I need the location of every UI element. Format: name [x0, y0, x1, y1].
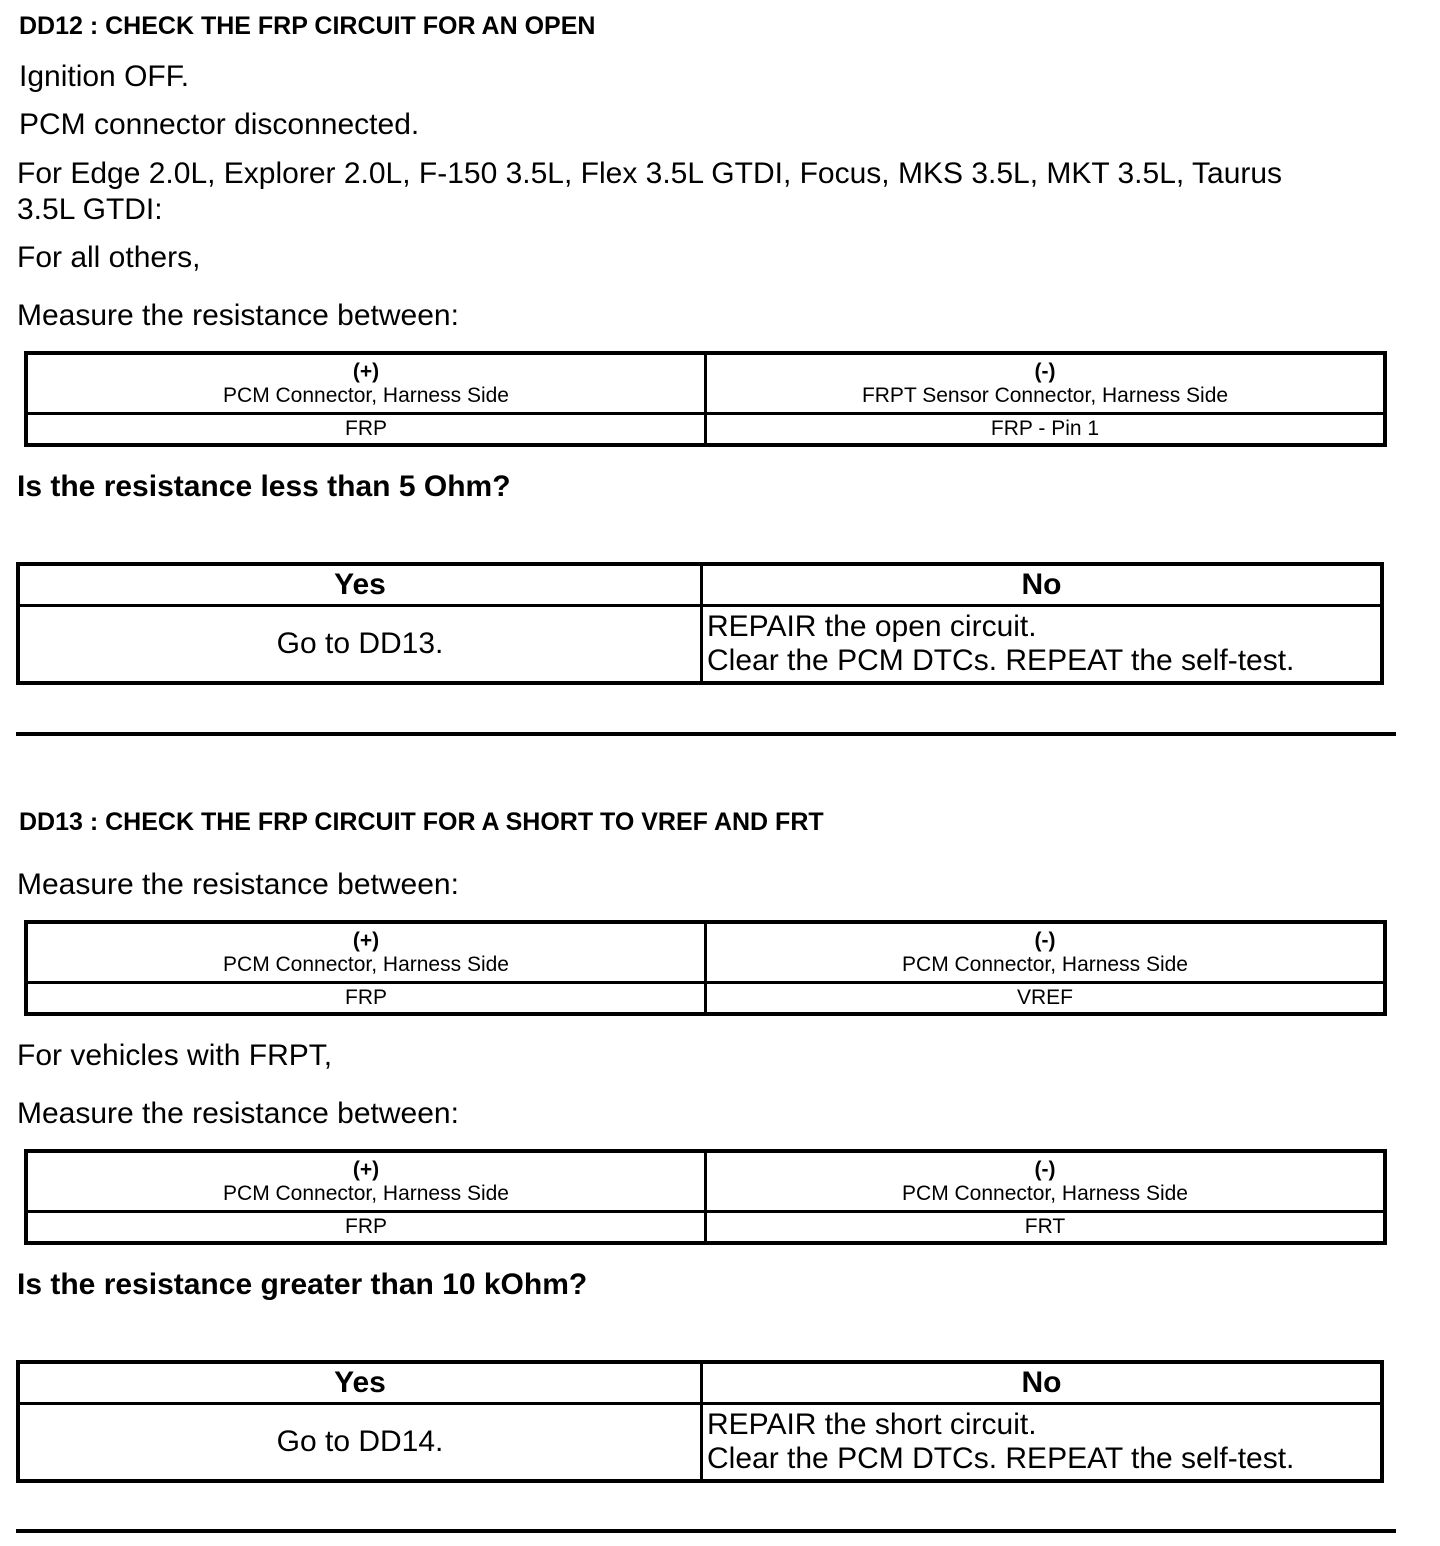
no-action	[702, 1404, 1383, 1482]
plus-polarity: (+)	[352, 1157, 380, 1181]
question-dd13: Is the resistance greater than 10 kOhm?	[17, 1268, 588, 1301]
no-action-line-2: Clear the PCM DTCs. REPEAT the self-test.	[707, 644, 1295, 677]
minus-pin-value: FRT	[706, 1212, 1386, 1244]
measurement-table-dd13-vref	[24, 920, 1387, 1016]
question-dd12: Is the resistance less than 5 Ohm?	[17, 470, 511, 503]
step-measure-instruction: Measure the resistance between:	[17, 868, 459, 901]
result-table-dd12	[16, 562, 1384, 685]
plus-connector-name: PCM Connector, Harness Side	[223, 1181, 509, 1205]
measurement-table-dd13-frt	[24, 1149, 1387, 1245]
minus-probe-header	[706, 922, 1386, 983]
step-all-others: For all others,	[17, 241, 201, 274]
minus-polarity: (-)	[1034, 928, 1056, 952]
minus-connector-name: FRPT Sensor Connector, Harness Side	[861, 383, 1229, 407]
plus-probe-header	[26, 353, 706, 414]
plus-probe-header	[26, 922, 706, 983]
plus-pin-value: FRP	[26, 414, 706, 446]
minus-connector-name: PCM Connector, Harness Side	[902, 1181, 1188, 1205]
step-ignition-off: Ignition OFF.	[19, 60, 190, 93]
minus-probe-header	[706, 1151, 1386, 1212]
plus-connector-name: PCM Connector, Harness Side	[223, 383, 509, 407]
plus-polarity: (+)	[352, 359, 380, 383]
minus-connector-name: PCM Connector, Harness Side	[902, 952, 1188, 976]
plus-pin-value: FRP	[26, 983, 706, 1015]
plus-connector-name: PCM Connector, Harness Side	[223, 952, 509, 976]
step-vehicle-list: For Edge 2.0L, Explorer 2.0L, F-150 3.5L, Flex 3.5L GTDI, Focus, MKS 3.5L, MKT 3.5L, Taurus 3.5L GTDI:	[17, 157, 1283, 226]
result-table-dd13	[16, 1360, 1384, 1483]
minus-polarity: (-)	[1034, 359, 1056, 383]
step-measure-instruction: Measure the resistance between:	[17, 299, 459, 332]
measurement-table-dd12	[24, 351, 1387, 447]
no-action	[702, 606, 1383, 684]
yes-action: Go to DD14.	[18, 1404, 702, 1482]
step-measure-instruction: Measure the resistance between:	[17, 1097, 459, 1130]
no-action-line-1: REPAIR the open circuit.	[707, 610, 1037, 643]
yes-action: Go to DD13.	[18, 606, 702, 684]
step-pcm-disconnected: PCM connector disconnected.	[19, 108, 420, 141]
section-divider	[16, 732, 1396, 736]
no-action-line-2: Clear the PCM DTCs. REPEAT the self-test.	[707, 1442, 1295, 1475]
minus-pin-value: VREF	[706, 983, 1386, 1015]
plus-pin-value: FRP	[26, 1212, 706, 1244]
section-divider	[16, 1529, 1396, 1533]
no-header: No	[702, 564, 1383, 606]
no-header: No	[702, 1362, 1383, 1404]
minus-probe-header	[706, 353, 1386, 414]
section-heading-dd12: DD12 : CHECK THE FRP CIRCUIT FOR AN OPEN	[19, 12, 596, 40]
section-heading-dd13: DD13 : CHECK THE FRP CIRCUIT FOR A SHORT TO VREF AND FRT	[19, 808, 824, 836]
yes-header: Yes	[18, 1362, 702, 1404]
plus-probe-header	[26, 1151, 706, 1212]
minus-pin-value: FRP - Pin 1	[706, 414, 1386, 446]
step-vehicles-with-frpt: For vehicles with FRPT,	[17, 1039, 333, 1072]
plus-polarity: (+)	[352, 928, 380, 952]
minus-polarity: (-)	[1034, 1157, 1056, 1181]
yes-header: Yes	[18, 564, 702, 606]
no-action-line-1: REPAIR the short circuit.	[707, 1408, 1037, 1441]
